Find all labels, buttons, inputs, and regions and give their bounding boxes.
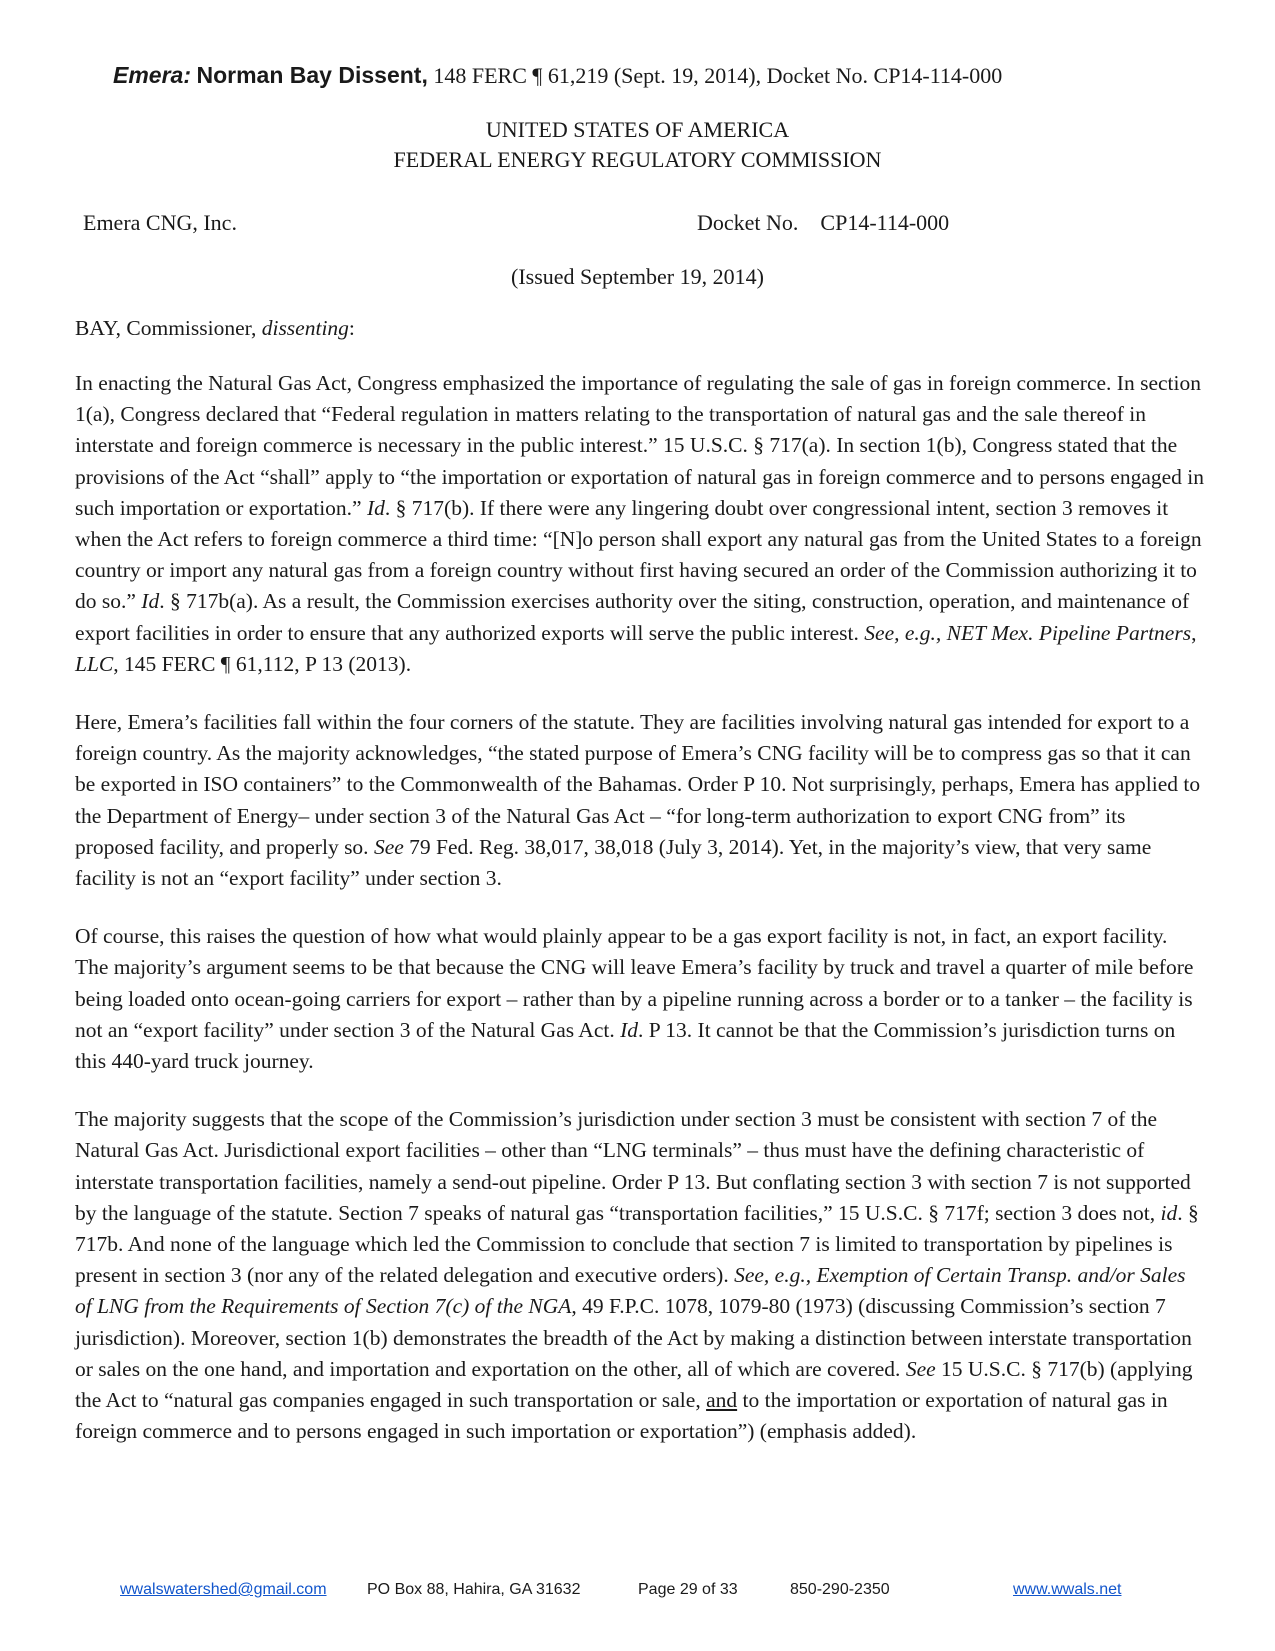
page-footer — [0, 1581, 1275, 1605]
author-line: BAY, Commissioner, dissenting: — [75, 316, 355, 340]
page-number: Page 29 of 33 — [638, 1581, 738, 1598]
author-name: BAY, Commissioner, — [75, 316, 257, 340]
paragraph-4: The majority suggests that the scope of the Commission’s jurisdiction under section 3 must be consistent with section 7 of the Natural Gas Act. Jurisdictional export facilities – other than “LNG terminals” – thus must have the defining characteristic of interstate transportation facilities, namely a send-out pipeline. Order P 13. But conflating section 3 with section 7 is not supported by the language of the statute. Section 7 speaks of natural gas “transportation facilities,” 15 U.S.C. § 717f; section 3 does not, id. § 717b. And none of the language which led the Commission to conclude that section 7 is limited to transportation by pipelines is present in section 3 (nor any of the related delegation and executive orders). See, e.g., Exemption of Certain Transp. and/or Sales of LNG from the Requirements of Section 7(c) of the NGA, 49 F.P.C. 1078, 1079-80 (1973) (discussing Commission’s section 7 jurisdiction). Moreover, section 1(b) demonstrates the breadth of the Act by making a distinction between interstate transportation or sales on the one hand, and importation and exportation on the other, all of which are covered. See 15 U.S.C. § 717(b) (applying the Act to “natural gas companies engaged in such transportation or sale, and to the importation or exportation of natural gas in foreign commerce and to persons engaged in such importation or exportation”) (emphasis added). — [75, 1107, 1199, 1444]
paragraph-3: Of course, this raises the question of how what would plainly appear to be a gas export facility is not, in fact, an export facility. The majority’s argument seems to be that because the CNG will leave Emera’s facility by truck and travel a quarter of mile before being loaded onto ocean-going carriers for export – rather than by a pipeline running across a border or to a tanker – the facility is not an “export facility” under section 3 of the Natural Gas Act. Id. P 13. It cannot be that the Commission’s jurisdiction turns on this 440-yard truck journey. — [75, 924, 1194, 1074]
mailing-address: PO Box 88, Hahira, GA 31632 — [367, 1581, 581, 1598]
phone-number: 850-290-2350 — [790, 1581, 890, 1598]
caption-country: UNITED STATES OF AMERICA — [485, 117, 790, 142]
case-name: Emera: — [113, 62, 191, 88]
author-role: dissenting — [261, 316, 349, 340]
page-header — [113, 62, 1213, 89]
docket-label: Docket No. — [697, 210, 799, 235]
paragraph-2: Here, Emera’s facilities fall within the four corners of the statute. They are facilities involving natural gas intended for export to a foreign country. As the majority acknowledges, “the stated purpose of Emera’s CNG facility will be to compress gas so that it can be exported in ISO containers” to the Commonwealth of the Bahamas. Order P 10. Not surprisingly, perhaps, Emera has applied to the Department of Energy– under section 3 of the Natural Gas Act – “for long-term authorization to export CNG from” its proposed facility, and properly so. See 79 Fed. Reg. 38,017, 38,018 (July 3, 2014). Yet, in the majority’s view, that very same facility is not an “export facility” under section 3. — [75, 710, 1201, 891]
caption-agency: FEDERAL ENERGY REGULATORY COMMISSION — [393, 147, 882, 172]
header-title: Norman Bay Dissent, — [196, 62, 428, 88]
website-link[interactable]: www.wwals.net — [1013, 1581, 1122, 1598]
issued-date: (Issued September 19, 2014) — [511, 264, 764, 289]
paragraph-1: In enacting the Natural Gas Act, Congress emphasized the importance of regulating the sale of gas in foreign commerce. In section 1(a), Congress declared that “Federal regulation in matters relating to the transportation of natural gas and the sale thereof in interstate and foreign commerce is necessary in the public interest.” 15 U.S.C. § 717(a). In section 1(b), Congress stated that the provisions of the Act “shall” apply to “the importation or exportation of natural gas in foreign commerce and to persons engaged in such importation or exportation.” Id. § 717(b). If there were any lingering doubt over congressional intent, section 3 removes it when the Act refers to foreign commerce a third time: “[N]o person shall export any natural gas from the United States to a foreign country or import any natural gas from a foreign country without first having secured an order of the Commission authorizing it to do so.” Id. § 717b(a). As a result, the Commission exercises authority over the siting, construction, operation, and maintenance of export facilities in order to ensure that any authorized exports will serve the public interest. See, e.g., NET Mex. Pipeline Partners, LLC, 145 FERC ¶ 61,112, P 13 (2013). — [75, 371, 1205, 676]
header-citation: 148 FERC ¶ 61,219 (Sept. 19, 2014), Docket No. CP14-114-000 — [433, 63, 1003, 88]
docket-number: CP14-114-000 — [820, 210, 950, 235]
party-name: Emera CNG, Inc. — [83, 210, 237, 235]
docket-block — [697, 210, 949, 236]
email-link[interactable]: wwalswatershed@gmail.com — [120, 1581, 327, 1598]
opinion-body — [75, 368, 1205, 1475]
